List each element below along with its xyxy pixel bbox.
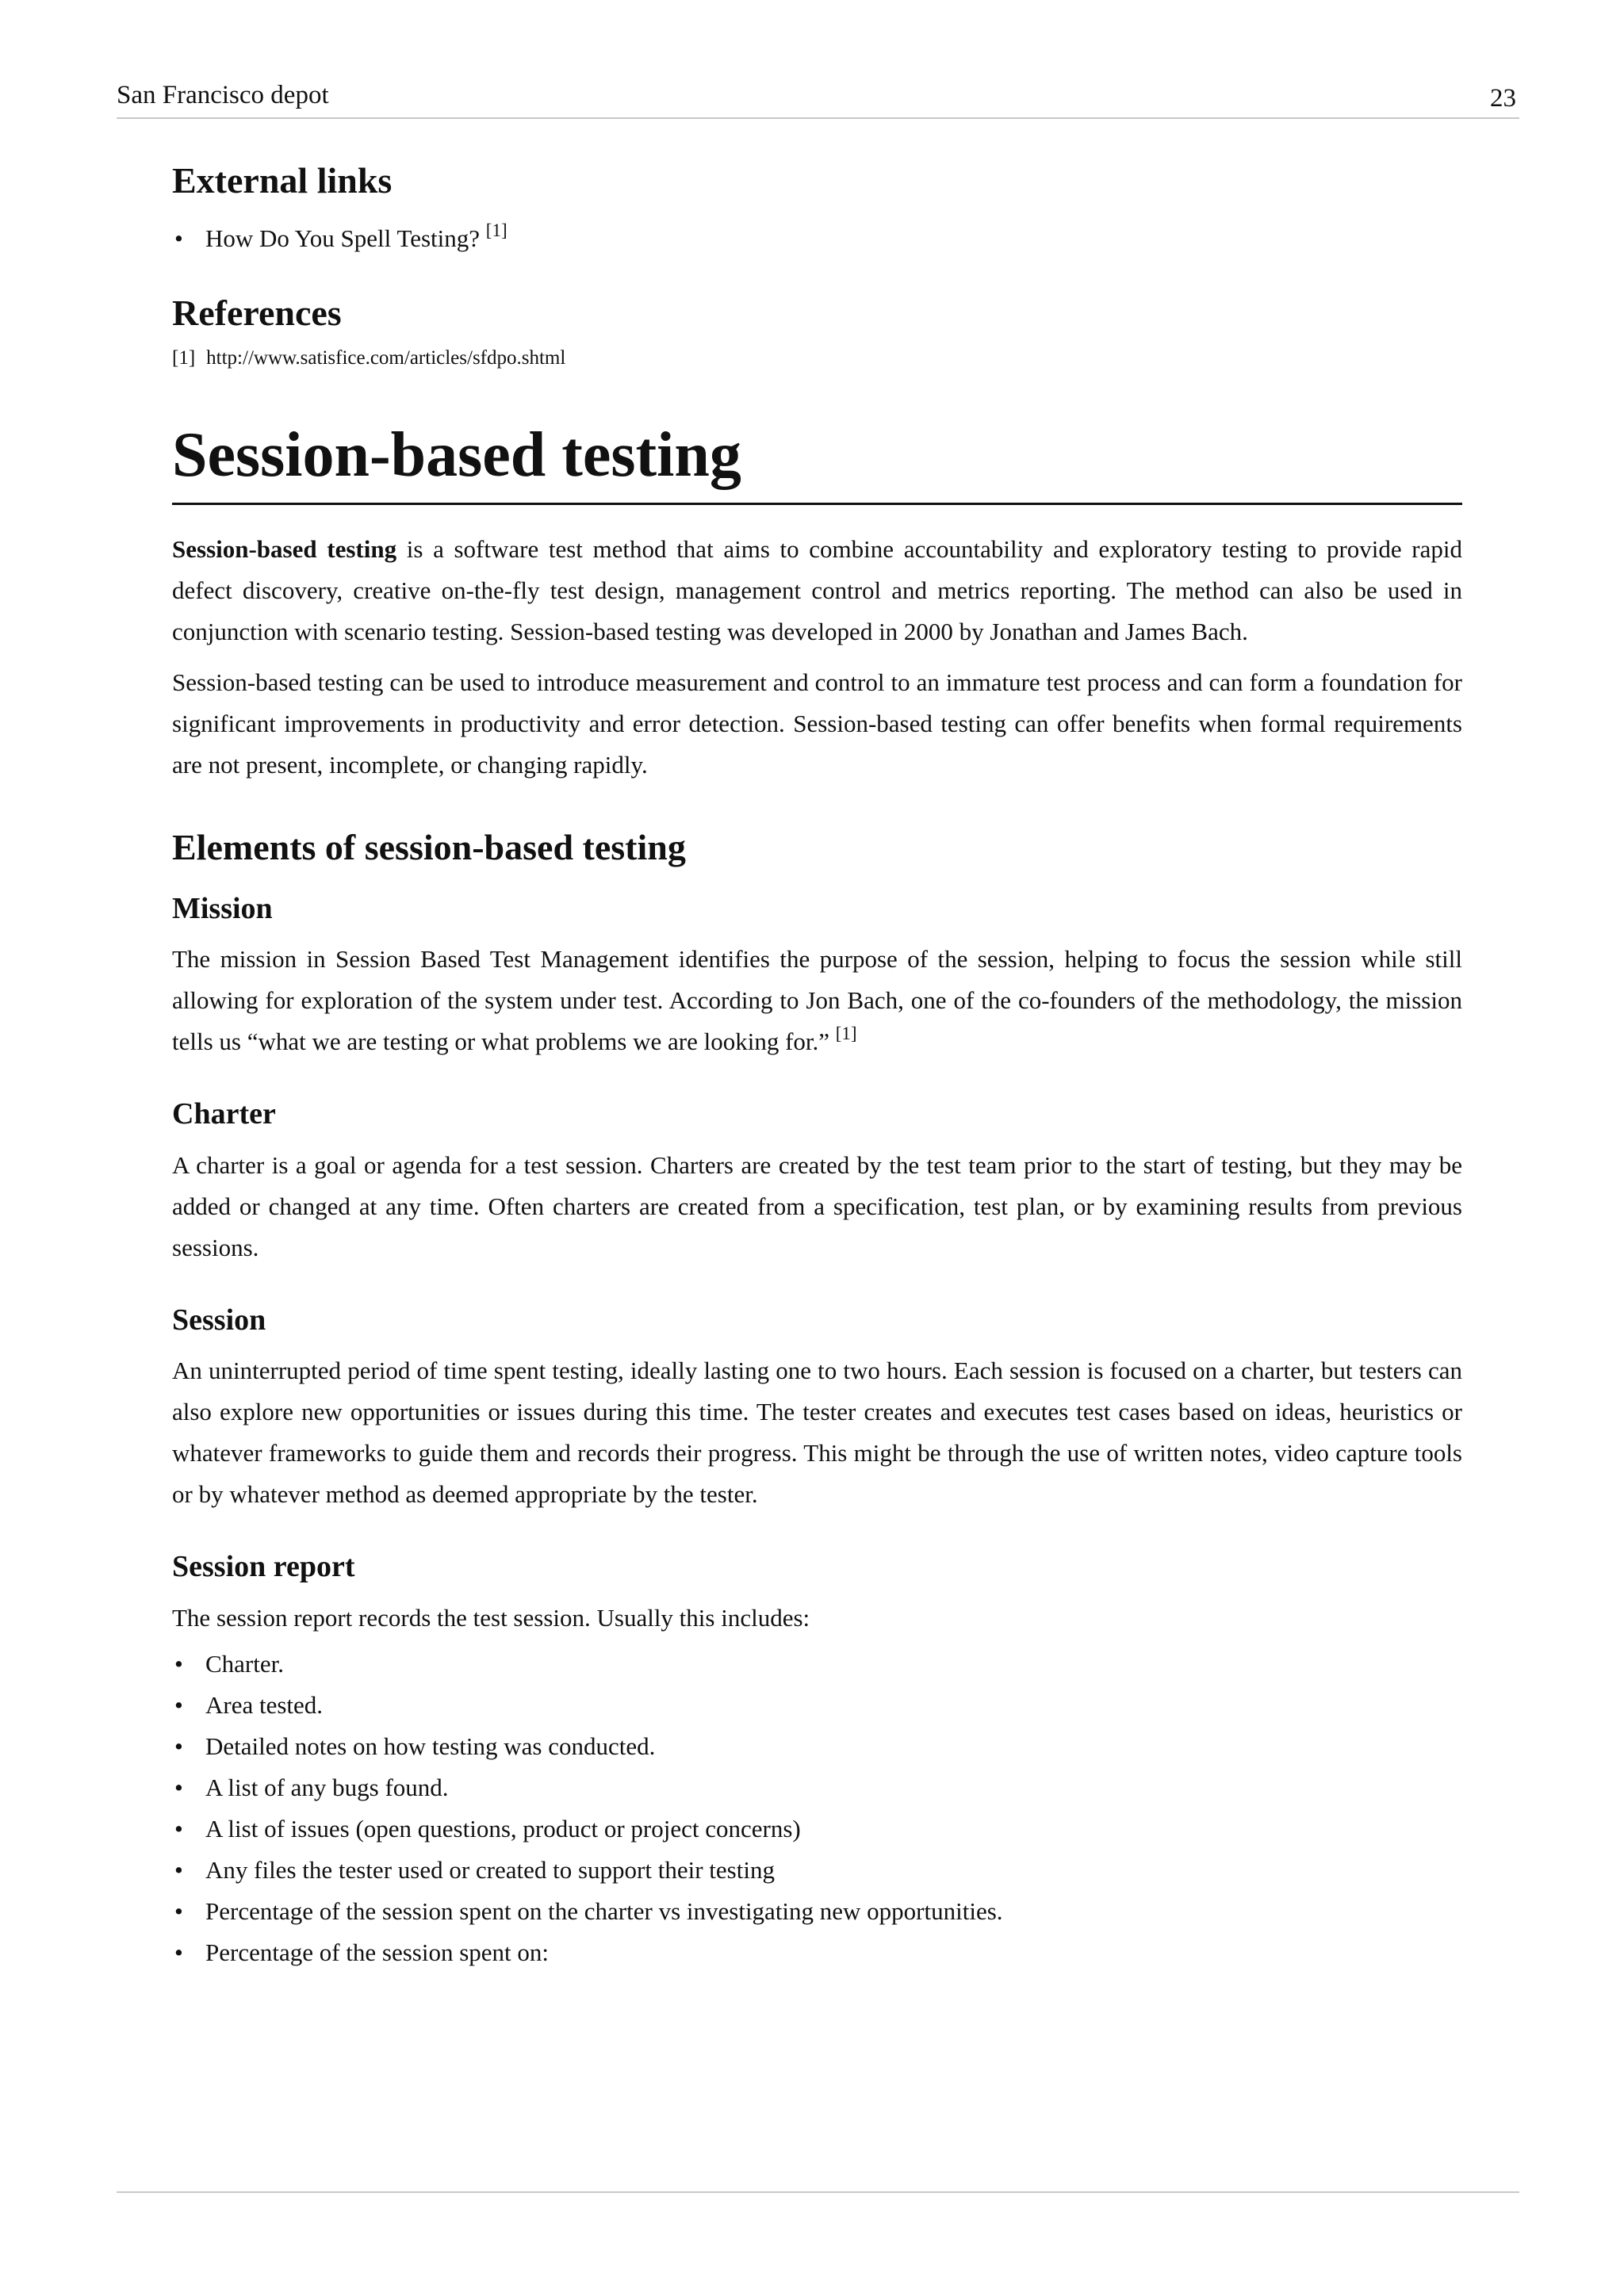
list-item-text: Percentage of the session spent on:	[205, 1938, 550, 1966]
article-title: Session-based testing	[172, 419, 1462, 505]
external-links-list	[172, 218, 1462, 259]
list-item-text: Charter.	[205, 1649, 284, 1678]
bullet-icon: •	[174, 224, 183, 253]
page-number: 23	[1490, 84, 1516, 113]
list-item-text: Detailed notes on how testing was conducted.	[205, 1732, 656, 1760]
external-link[interactable]: How Do You Spell Testing?	[205, 224, 481, 253]
footer-divider	[117, 2191, 1519, 2193]
list-item-text: Area tested.	[205, 1690, 324, 1719]
reference-url-link[interactable]: http://www.satisfice.com/articles/sfdpo.shtml	[206, 347, 566, 369]
list-item	[172, 1891, 1462, 1932]
bullet-icon: •	[174, 1732, 183, 1760]
mission-text: The mission in Session Based Test Management identifies the purpose of the session, helping to focus the session while still allowing for exploration of the system under test. According to Jon Bach, one of the co-founders of the methodology, the mission tells us “what we are testing or what problems we are looking for.”	[172, 945, 1462, 1056]
list-item	[172, 1685, 1462, 1726]
session-report-intro: The session report records the test session. Usually this includes:	[172, 1603, 810, 1632]
list-item	[172, 1767, 1462, 1808]
bold-term: Session-based testing	[172, 535, 397, 564]
bullet-icon: •	[174, 1773, 183, 1801]
list-item-text: Any files the tester used or created to support their testing	[205, 1855, 775, 1884]
citation-link[interactable]: [1]	[835, 1024, 857, 1044]
bullet-icon: •	[174, 1855, 183, 1884]
list-item-text: A list of issues (open questions, product or project concerns)	[205, 1814, 801, 1843]
session-heading: Session	[172, 1303, 266, 1337]
session-report-list	[172, 1644, 1462, 1973]
citation-link[interactable]: [1]	[485, 220, 508, 241]
list-item	[172, 1850, 1462, 1891]
bullet-icon: •	[174, 1896, 183, 1925]
session-paragraph: An uninterrupted period of time spent testing, ideally lasting one to two hours. Each session is focused on a charter, but testers can also explore new opportunities or issues during this time. The tester creates and executes test cases based on ideas, heuristics or whatever frameworks to guide them and records their progress. This might be through the use of written notes, video capture tools or by whatever method as deemed appropriate by the tester.	[172, 1357, 1462, 1509]
intro-paragraph-2: Session-based testing can be used to introduce measurement and control to an immature test process and can form a foundation for significant improvements in productivity and error detection. Session-based testing can offer benefits when formal requirements are not present, incomplete, or changing rapidly.	[172, 668, 1462, 779]
list-item	[172, 218, 1462, 259]
charter-heading: Charter	[172, 1097, 276, 1131]
elements-heading: Elements of session-based testing	[172, 827, 686, 868]
session-report-heading: Session report	[172, 1550, 355, 1584]
mission-paragraph	[172, 939, 1462, 1062]
external-links-heading: External links	[172, 160, 393, 201]
intro-paragraph-1	[172, 529, 1462, 652]
running-title: San Francisco depot	[117, 81, 329, 109]
list-item-text: Percentage of the session spent on the charter vs investigating new opportunities.	[205, 1896, 1003, 1925]
bullet-icon: •	[174, 1649, 183, 1678]
bullet-icon: •	[174, 1814, 183, 1843]
reference-item	[172, 342, 1462, 374]
bullet-icon: •	[174, 1690, 183, 1719]
page-content	[172, 159, 1462, 1973]
bullet-icon: •	[174, 1938, 183, 1966]
intro-paragraph-1-text: is a software test method that aims to combine accountability and exploratory testing to provide rapid defect discovery, creative on-the-fly test design, management control and metrics reporting. The method can also be used in conjunction with scenario testing. Session-based testing was developed in 2000 by Jonathan and James Bach.	[172, 535, 1463, 646]
reference-number: [1]	[172, 347, 196, 369]
list-item	[172, 1808, 1462, 1850]
page-header	[117, 78, 1519, 119]
references-heading: References	[172, 293, 342, 334]
charter-paragraph: A charter is a goal or agenda for a test session. Charters are created by the test team prior to the start of testing, but they may be added or changed at any time. Often charters are created from a specification, test plan, or by examining results from previous sessions.	[172, 1150, 1462, 1261]
list-item	[172, 1726, 1462, 1767]
list-item-text: A list of any bugs found.	[205, 1773, 449, 1801]
mission-heading: Mission	[172, 891, 273, 925]
list-item	[172, 1644, 1462, 1685]
list-item	[172, 1932, 1462, 1973]
